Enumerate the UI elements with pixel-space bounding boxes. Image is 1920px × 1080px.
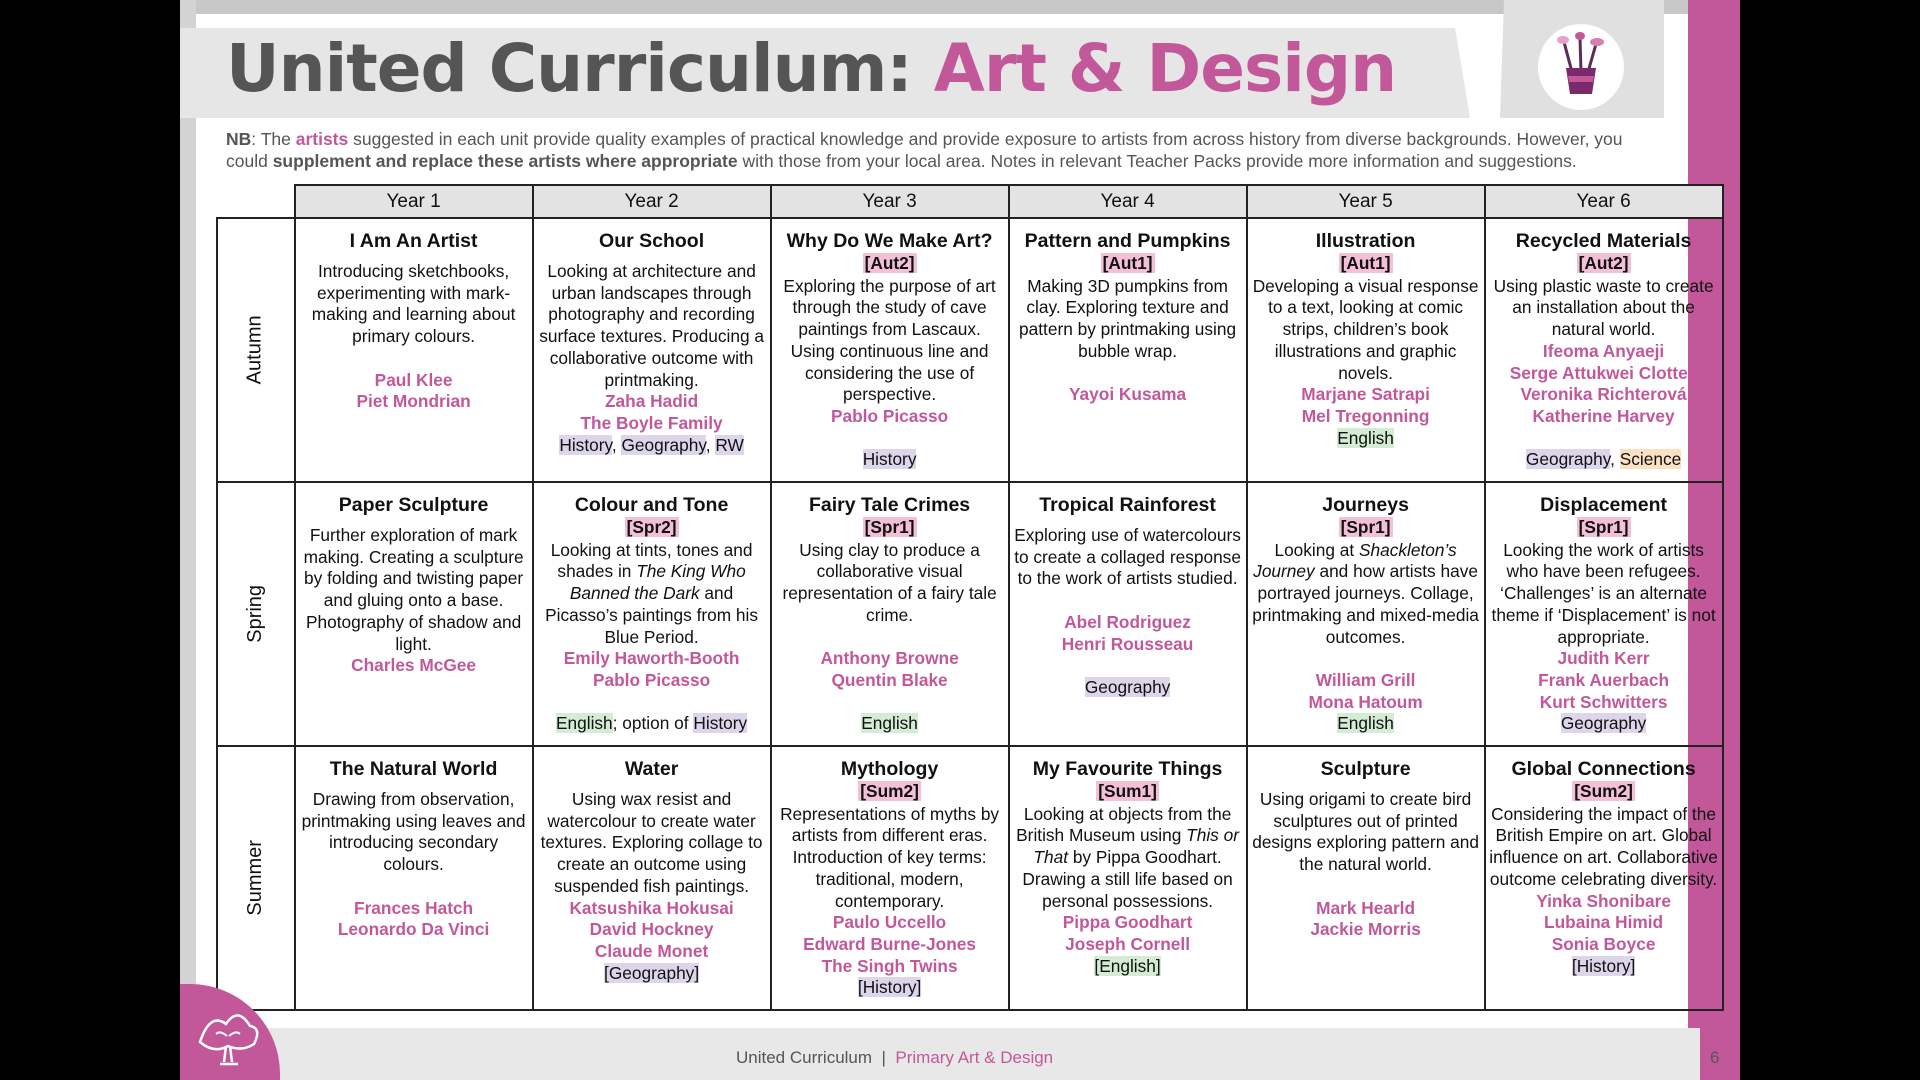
book-title: This or That (1033, 825, 1239, 868)
year-header: Year 6 (1485, 185, 1723, 218)
artist-name: Marjane Satrapi (1301, 384, 1430, 405)
term-badge: [Sum1] (1098, 781, 1157, 801)
nb-note (226, 128, 1666, 172)
artist-name: Quentin Blake (831, 669, 948, 690)
unit-cell (295, 218, 533, 482)
title-accent: Art & Design (933, 30, 1397, 107)
top-bar (180, 0, 1700, 14)
note-text-3: with those from your local area. Notes in relevant Teacher Packs provide more information and suggestions. (737, 151, 1577, 171)
description-text: by Pippa Goodhart. Drawing a still life based on personal possessions. (1022, 847, 1233, 911)
artist-name: Yinka Shonibare (1536, 890, 1671, 911)
artist-name: Sonia Boyce (1551, 933, 1656, 954)
unit-cell (1009, 218, 1247, 482)
year-header: Year 4 (1009, 185, 1247, 218)
artist-name: Paulo Uccello (832, 912, 947, 933)
season-label: Summer (243, 840, 266, 916)
season-label: Spring (243, 585, 266, 643)
unit-title: Colour and Tone (574, 494, 729, 516)
unit-title: My Favourite Things (1032, 758, 1223, 780)
term-badge: [Aut2] (864, 253, 915, 273)
subject-link: English (861, 713, 918, 734)
slide (180, 0, 1740, 1080)
subject-link: Geography (621, 434, 706, 455)
unit-cell (1485, 746, 1723, 1010)
subject-link: English (1337, 713, 1394, 734)
link-separator: ; option of (612, 713, 694, 734)
subject-link: [Geography] (604, 962, 700, 983)
subject-link: [History] (1571, 955, 1636, 976)
subject-links (537, 963, 767, 985)
artist-name: Emily Haworth-Booth (563, 648, 740, 669)
paintbrush-pot-icon (1538, 24, 1624, 110)
description-text: Looking at (1274, 539, 1360, 560)
unit-description (537, 540, 767, 649)
footer-label (736, 1048, 1053, 1068)
subject-links (1251, 428, 1481, 450)
artist-name: Pablo Picasso (830, 405, 949, 426)
unit-description (1013, 804, 1243, 913)
unit-cell (533, 746, 771, 1010)
note-text-2: suggested in each unit provide quality examples of practical knowledge and provide exposure to artists from across history from diverse backgrounds. However, you could (226, 129, 1623, 171)
artist-name: Frank Auerbach (1538, 669, 1670, 690)
unit-cell (1485, 482, 1723, 746)
unit-title: Global Connections (1511, 758, 1696, 780)
description-text: and Picasso’s paintings from his Blue Period. (545, 583, 759, 647)
term-badge: [Sum2] (1574, 781, 1633, 801)
table-corner (217, 185, 295, 218)
season-cell (217, 746, 295, 1010)
subject-links: Geography, Science (1525, 449, 1682, 470)
artist-name: Leonardo Da Vinci (337, 919, 490, 940)
artist-name: Yayoi Kusama (1068, 384, 1187, 405)
artist-name: Zaha Hadid (605, 391, 699, 412)
year-header-row (217, 185, 1723, 218)
unit-title: Our School (599, 230, 705, 252)
artist-name: The Boyle Family (580, 412, 723, 433)
subject-links (775, 977, 1005, 999)
unit-description: Considering the impact of the British Empire on art. Global influence on art. Collaborative outcome celebrating diversity. (1489, 803, 1718, 889)
page-number: 6 (1710, 1048, 1720, 1067)
unit-cell (1485, 218, 1723, 482)
unit-title: Displacement (1540, 494, 1667, 516)
subject-links (1013, 677, 1243, 699)
description-text: Looking at objects from the British Museum using (1016, 803, 1232, 846)
note-text-1: : The (251, 129, 296, 149)
artist-name: Kurt Schwitters (1539, 691, 1668, 712)
footer-right: Primary Art & Design (895, 1048, 1054, 1067)
unit-title: Sculpture (1320, 758, 1411, 780)
artist-name: Paul Klee (374, 369, 453, 390)
artist-name: Jackie Morris (1310, 919, 1421, 940)
artist-name: Henri Rousseau (1061, 633, 1194, 654)
left-edge-bar (180, 0, 196, 1040)
season-label: Autumn (243, 315, 266, 385)
subject-links: History, Geography, RW (559, 434, 744, 455)
subject-links (1489, 713, 1719, 735)
subject-link: English (555, 713, 613, 734)
subject-links (775, 449, 1005, 471)
unit-description: Using wax resist and watercolour to create water textures. Exploring collage to create an outcome using suspended fish paintings. (540, 789, 763, 896)
unit-description: Exploring the purpose of art through the study of cave paintings from Lascaux. Using continuous line and considering the use of perspective. (783, 275, 996, 405)
unit-title: Recycled Materials (1515, 230, 1692, 252)
unit-title: Journeys (1322, 494, 1409, 516)
subject-link: [English] (1094, 955, 1161, 976)
artist-name: Mel Tregonning (1301, 405, 1430, 426)
nb-label: NB (226, 129, 252, 149)
unit-cell (1009, 746, 1247, 1010)
corner-logo (180, 984, 280, 1080)
artist-name: Veronika Richterová (1520, 384, 1687, 405)
artist-name: Charles McGee (351, 655, 477, 676)
unit-description: Making 3D pumpkins from clay. Exploring texture and pattern by printmaking using bubble wrap. (1019, 275, 1237, 361)
subject-links (1013, 956, 1243, 978)
term-badge: [Sum2] (860, 781, 919, 801)
unit-cell (295, 746, 533, 1010)
term-badge: [Aut1] (1340, 253, 1391, 273)
artist-name: Piet Mondrian (356, 391, 471, 412)
year-header: Year 3 (771, 185, 1009, 218)
season-row-summer (217, 746, 1723, 1010)
subject-link: Geography (1084, 676, 1171, 697)
subject-links (1251, 713, 1481, 735)
unit-title: Water (624, 758, 679, 780)
season-row-spring (217, 482, 1723, 746)
subject-link: RW (715, 434, 744, 455)
unit-title: Pattern and Pumpkins (1024, 230, 1231, 252)
unit-description: Drawing from observation, printmaking using leaves and introducing secondary colours. (301, 789, 526, 875)
subject-link: English (1337, 427, 1394, 448)
unit-title: Why Do We Make Art? (786, 230, 993, 252)
artist-name: David Hockney (589, 919, 714, 940)
unit-cell (771, 482, 1009, 746)
season-cell (217, 482, 295, 746)
subject-link: Geography (1525, 449, 1611, 470)
unit-description: Developing a visual response to a text, looking at comic strips, children’s book illustrations and graphic novels. (1252, 275, 1479, 383)
unit-description: Further exploration of mark making. Creating a sculpture by folding and twisting paper and gluing onto a base. Photography of shadow and light. (303, 525, 524, 654)
artist-name: Lubaina Himid (1544, 912, 1664, 933)
book-title: Shackleton’s Journey (1253, 539, 1457, 582)
unit-description: Using clay to produce a collaborative visual representation of a fairy tale crime. (782, 539, 997, 625)
logo-badge (1538, 24, 1624, 110)
artist-name: Edward Burne-Jones (803, 933, 976, 954)
footer-left: United Curriculum (736, 1048, 873, 1067)
subject-link: Science (1619, 449, 1682, 470)
note-artists: artists (295, 129, 349, 149)
unit-description: Introducing sketchbooks, experimenting with mark-making and learning about primary colours. (311, 261, 516, 347)
book-title: The King Who Banned the Dark (569, 561, 746, 604)
subject-link: History (862, 449, 917, 470)
artist-name: Pippa Goodhart (1062, 912, 1193, 933)
unit-title: Tropical Rainforest (1039, 494, 1216, 516)
unit-cell (533, 482, 771, 746)
year-header: Year 5 (1247, 185, 1485, 218)
unit-title: Fairy Tale Crimes (809, 494, 971, 516)
unit-title: Mythology (840, 758, 939, 780)
footer-separator: | (881, 1048, 886, 1067)
unit-cell (1009, 482, 1247, 746)
artist-name: Frances Hatch (354, 897, 474, 918)
term-badge: [Aut1] (1102, 253, 1153, 273)
term-badge: [Spr1] (1578, 517, 1629, 537)
subject-link: Geography (1560, 713, 1647, 734)
artist-name: Claude Monet (594, 940, 709, 961)
artist-name: Ifeoma Anyaeji (1542, 340, 1665, 361)
curriculum-table (216, 184, 1724, 1011)
subject-links (775, 713, 1005, 735)
artist-name: Judith Kerr (1557, 648, 1650, 669)
season-row-autumn (217, 218, 1723, 482)
subject-link: History (693, 713, 748, 734)
artist-name: Mark Hearld (1316, 897, 1416, 918)
description-text: Looking at tints, tones and shades in (550, 539, 753, 582)
tree-logo-icon (180, 984, 280, 1080)
unit-title: Illustration (1315, 230, 1416, 252)
unit-cell (1247, 218, 1485, 482)
unit-description: Exploring use of watercolours to create a collaged response to the work of artists studied. (1014, 525, 1241, 589)
artist-name: Abel Rodriguez (1064, 611, 1191, 632)
subject-link: [History] (857, 977, 922, 998)
unit-cell (771, 218, 1009, 482)
unit-cell (1247, 746, 1485, 1010)
artist-name: Anthony Browne (820, 648, 959, 669)
artist-name: Mona Hatoum (1308, 691, 1423, 712)
unit-title: The Natural World (329, 758, 498, 780)
artist-name: Katherine Harvey (1532, 405, 1675, 426)
artist-name: The Singh Twins (821, 955, 958, 976)
unit-description: Representations of myths by artists from different eras. Introduction of key terms: traditional, modern, contemporary. (780, 803, 1000, 911)
unit-cell (295, 482, 533, 746)
season-cell (217, 218, 295, 482)
unit-title: Paper Sculpture (338, 494, 489, 516)
unit-cell (771, 746, 1009, 1010)
artist-name: Pablo Picasso (592, 669, 711, 690)
unit-title: I Am An Artist (349, 230, 478, 252)
page-title (226, 30, 1396, 107)
subject-link: History (559, 434, 612, 455)
term-badge: [Aut2] (1578, 253, 1629, 273)
unit-description: Looking at architecture and urban landscapes through photography and recording surface textures. Producing a collaborative outcome with printmaking. (539, 261, 764, 390)
unit-cell (533, 218, 771, 482)
unit-description: Using origami to create bird sculptures out of printed designs exploring pattern and the natural world. (1252, 789, 1479, 875)
year-header: Year 1 (295, 185, 533, 218)
artist-name: William Grill (1315, 669, 1416, 690)
subject-links (1489, 956, 1719, 978)
term-badge: [Spr1] (1340, 517, 1391, 537)
note-supplement: supplement and replace these artists where appropriate (272, 151, 738, 171)
year-header: Year 2 (533, 185, 771, 218)
artist-name: Katsushika Hokusai (569, 897, 734, 918)
title-main: United Curriculum: (226, 30, 934, 107)
unit-description: Looking the work of artists who have been refugees. ‘Challenges’ is an alternate theme if ‘Displacement’ is not appropriate. (1491, 539, 1716, 647)
unit-cell (1247, 482, 1485, 746)
subject-links (537, 713, 767, 735)
unit-description: Using plastic waste to create an installation about the natural world. (1493, 275, 1714, 340)
unit-description (1251, 540, 1481, 649)
description-text: and how artists have portrayed journeys. Collage, printmaking and mixed-media outcomes. (1252, 561, 1479, 647)
artist-name: Serge Attukwei Clottey (1509, 362, 1698, 383)
term-badge: [Spr1] (864, 517, 915, 537)
term-badge: [Spr2] (626, 517, 677, 537)
artist-name: Joseph Cornell (1065, 933, 1190, 954)
